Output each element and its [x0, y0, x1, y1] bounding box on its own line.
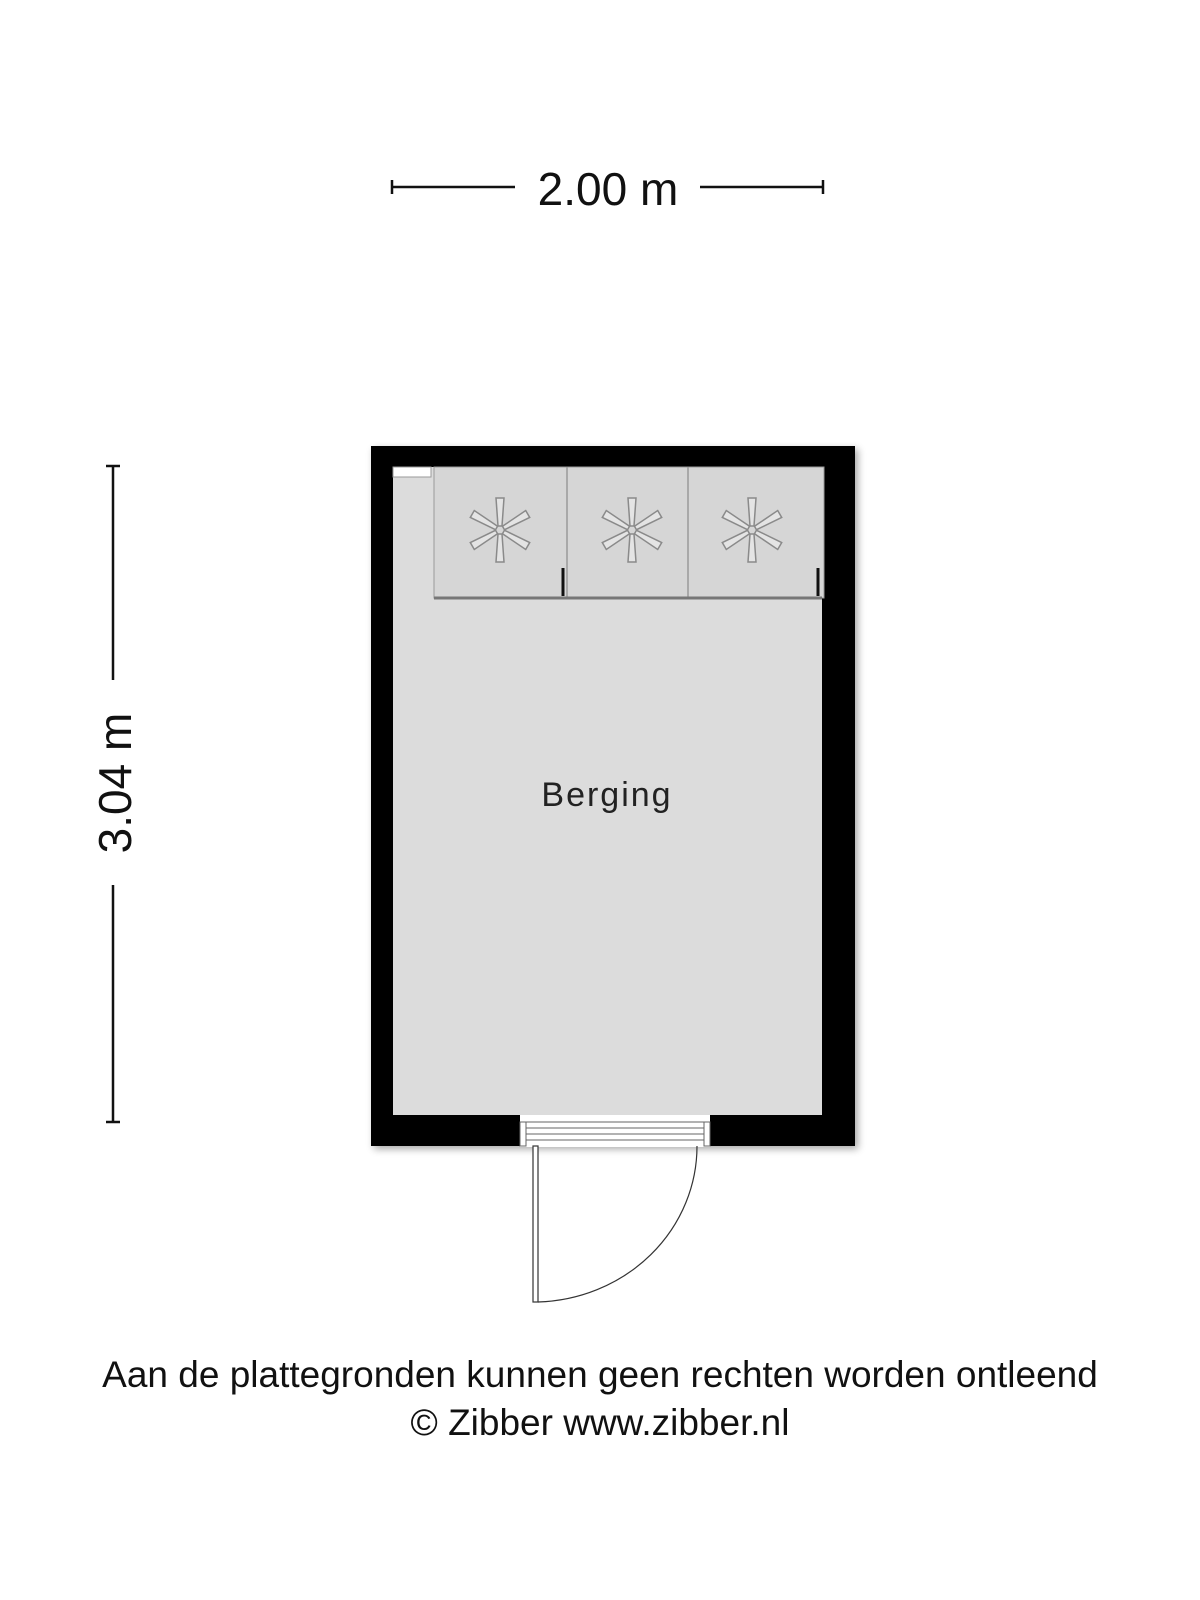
- door-jamb-right: [704, 1122, 710, 1146]
- door: [520, 1122, 710, 1302]
- door-leaf: [533, 1146, 538, 1302]
- height-dimension-label: 3.04 m: [89, 712, 141, 854]
- door-swing-arc: [538, 1146, 697, 1302]
- width-dimension-label: 2.00 m: [537, 163, 679, 215]
- shelf-bracket: [393, 467, 431, 477]
- door-jamb-left: [520, 1122, 526, 1146]
- height-dimension: [89, 466, 141, 1122]
- room-label-berging: Berging: [541, 776, 673, 814]
- cabinets: [393, 467, 824, 598]
- width-dimension: [392, 163, 823, 215]
- copyright-text: © Zibber www.zibber.nl: [410, 1402, 790, 1443]
- door-opening: [520, 1115, 710, 1147]
- door-threshold: [520, 1122, 710, 1128]
- disclaimer-text: Aan de plattegronden kunnen geen rechten worden ontleend: [102, 1354, 1098, 1395]
